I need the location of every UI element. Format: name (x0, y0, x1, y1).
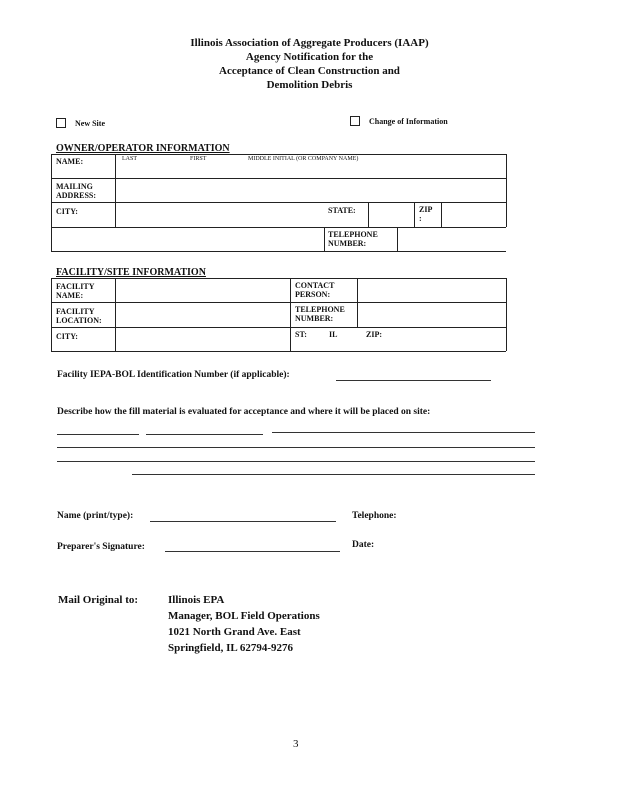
iepa-id-label: Facility IEPA-BOL Identification Number (if applicable): (57, 370, 290, 380)
owner-zip-label: ZIP : (419, 205, 433, 223)
preparer-signature-field[interactable] (165, 551, 340, 552)
facility-telephone-field[interactable] (358, 303, 505, 326)
mailing-address-field[interactable] (116, 179, 505, 201)
mail-address-line-2: Manager, BOL Field Operations (168, 610, 320, 622)
new-site-checkbox[interactable] (56, 118, 66, 128)
owner-zip-field[interactable] (442, 203, 505, 226)
owner-state-label: STATE: (328, 206, 356, 215)
new-site-label: New Site (75, 119, 105, 128)
owner-first-hint: FIRST (190, 156, 207, 162)
facility-zip-field[interactable] (388, 328, 505, 350)
owner-state-field[interactable] (369, 203, 413, 226)
owner-telephone-field[interactable] (398, 228, 505, 250)
mail-address (168, 592, 320, 656)
owner-section-title: OWNER/OPERATOR INFORMATION (56, 143, 230, 154)
facility-st-value: IL (329, 330, 338, 339)
mail-address-line-3: 1021 North Grand Ave. East (168, 626, 301, 638)
change-of-information-label: Change of Information (369, 117, 448, 126)
mail-address-line-4: Springfield, IL 62794-9276 (168, 642, 293, 654)
facility-location-field[interactable] (116, 303, 289, 326)
facility-name-label: FACILITY NAME: (56, 282, 95, 300)
mail-original-label: Mail Original to: (58, 594, 139, 606)
facility-st-label: ST: (295, 330, 307, 339)
date-label: Date: (352, 540, 375, 550)
name-print-label: Name (print/type): (57, 511, 134, 521)
iepa-id-field[interactable] (336, 380, 491, 381)
page-number: 3 (293, 738, 299, 750)
owner-blank-field[interactable] (52, 228, 323, 250)
name-print-field[interactable] (150, 521, 336, 522)
change-of-information-checkbox[interactable] (350, 116, 360, 126)
title-line-4: Demolition Debris (266, 79, 353, 91)
title-line-1: Illinois Association of Aggregate Producers (IAAP) (190, 37, 429, 49)
form-title (0, 36, 619, 92)
owner-name-field[interactable] (116, 163, 505, 177)
describe-fill-label: Describe how the fill material is evaluated for acceptance and where it will be placed on site: (57, 407, 431, 417)
mailing-address-label: MAILING ADDRESS: (56, 182, 97, 200)
title-line-2: Agency Notification for the (245, 51, 374, 63)
owner-city-label: CITY: (56, 207, 78, 216)
preparer-signature-label: Preparer's Signature: (57, 542, 145, 552)
contact-person-field[interactable] (358, 279, 505, 301)
facility-zip-label: ZIP: (366, 330, 382, 339)
telephone-label: Telephone: (352, 511, 397, 521)
facility-name-field[interactable] (116, 279, 289, 301)
facility-telephone-label: TELEPHONE NUMBER: (295, 305, 345, 323)
facility-city-label: CITY: (56, 332, 78, 341)
owner-telephone-label: TELEPHONE NUMBER: (328, 230, 378, 248)
contact-person-label: CONTACT PERSON: (295, 281, 335, 299)
owner-city-field[interactable] (116, 203, 326, 226)
title-line-3: Acceptance of Clean Construction and (219, 65, 400, 77)
facility-city-field[interactable] (116, 328, 289, 350)
facility-location-label: FACILITY LOCATION: (56, 307, 102, 325)
owner-name-label: NAME: (56, 157, 84, 166)
owner-last-hint: LAST (122, 156, 137, 162)
facility-section-title: FACILITY/SITE INFORMATION (56, 267, 206, 278)
owner-middle-hint: MIDDLE INITIAL (OR COMPANY NAME) (248, 156, 359, 162)
mail-address-line-1: Illinois EPA (168, 594, 225, 606)
